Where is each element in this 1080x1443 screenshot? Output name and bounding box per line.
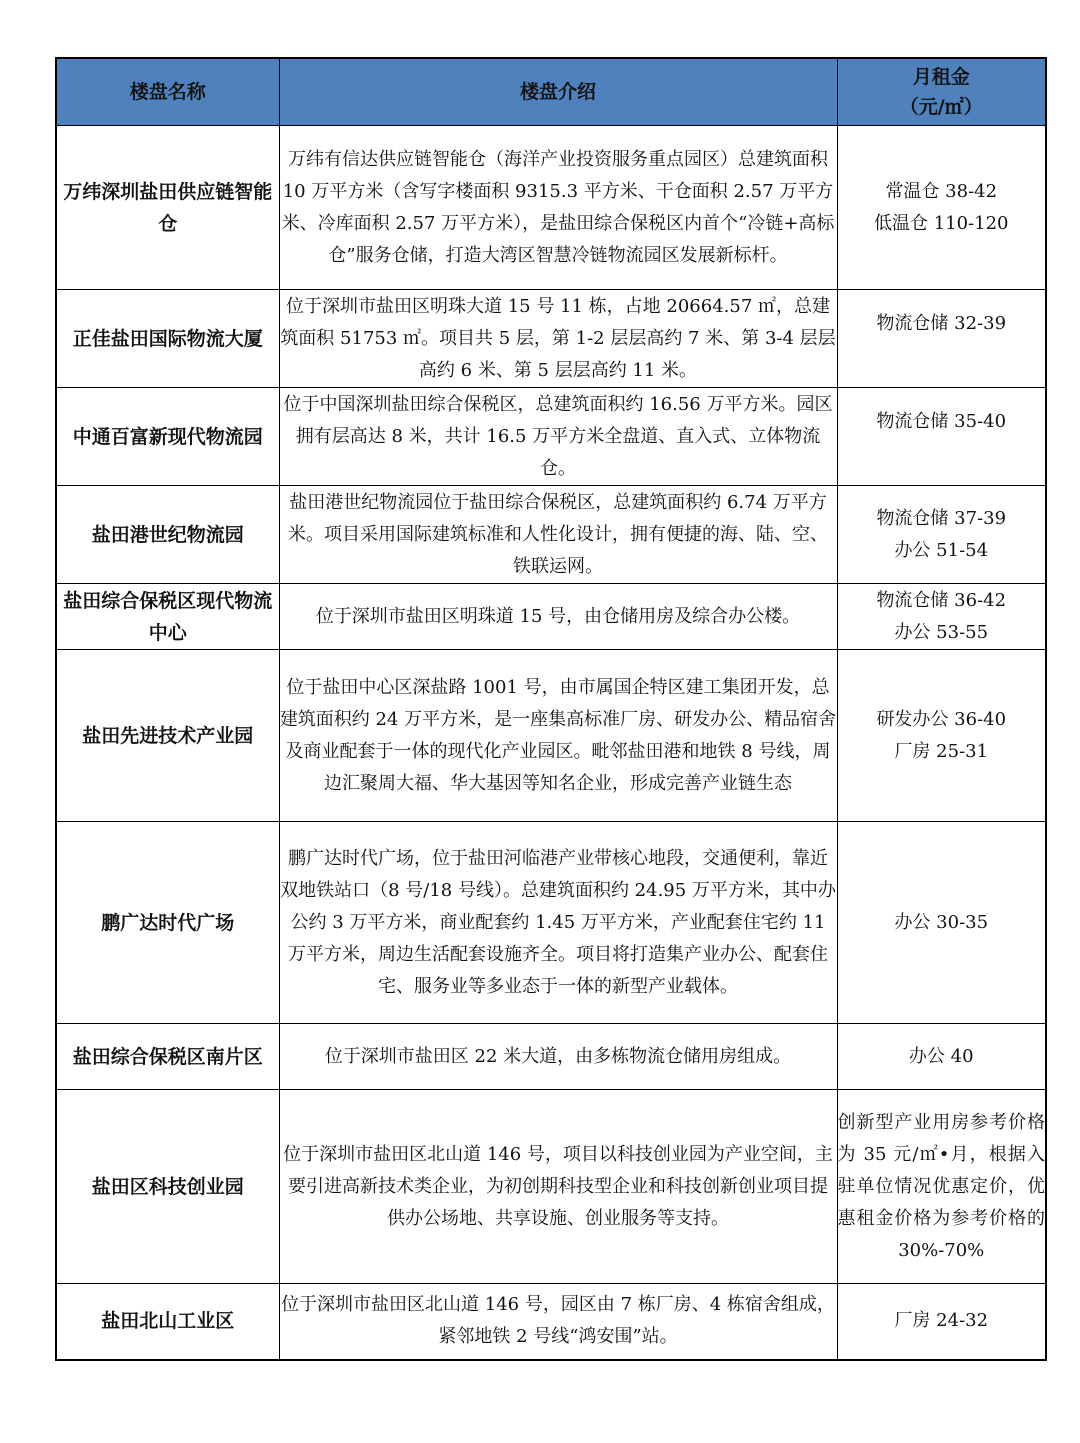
monthly-rent (837, 822, 1046, 1024)
rent-value: 物流仓储 32-39 (876, 313, 1007, 334)
monthly-rent (837, 126, 1046, 290)
monthly-rent (837, 584, 1046, 650)
rent-value: 办公 40 (908, 1045, 974, 1067)
property-name: 盐田综合保税区现代物流中心 (56, 584, 279, 650)
property-intro: 位于盐田中心区深盐路 1001 号，由市属国企特区建工集团开发，总建筑面积约 24 万平方米，是一座集高标准厂房、研发办公、精品宿舍及商业配套于一体的现代化产业园区。毗邻盐田港和地铁 8 号线，周边汇聚周大福、华大基因等知名企业，形成完善产业链生态 (279, 650, 837, 822)
property-intro: 位于中国深圳盐田综合保税区，总建筑面积约 16.56 万平方米。园区拥有层高达 8 米，共计 16.5 万平方米全盘道、直入式、立体物流仓。 (279, 388, 837, 486)
monthly-rent (837, 1024, 1046, 1090)
property-intro: 位于深圳市盐田区 22 米大道，由多栋物流仓储用房组成。 (279, 1024, 837, 1090)
rent-value: 低温仓 110-120 (873, 212, 1009, 234)
monthly-rent (837, 388, 1046, 486)
table-row (56, 584, 1046, 650)
table-row (56, 1284, 1046, 1360)
table-row (56, 822, 1046, 1024)
rent-value: 研发办公 36-40 (876, 708, 1007, 730)
table-row (56, 388, 1046, 486)
rent-value: 办公 53-55 (894, 621, 989, 643)
monthly-rent (837, 1090, 1046, 1284)
table-row (56, 1024, 1046, 1090)
property-name: 盐田区科技创业园 (56, 1090, 279, 1284)
table-row (56, 486, 1046, 584)
property-intro: 盐田港世纪物流园位于盐田综合保税区，总建筑面积约 6.74 万平方米。项目采用国际建筑标准和人性化设计，拥有便捷的海、陆、空、铁联运网。 (279, 486, 837, 584)
rent-value: 创新型产业用房参考价格为 35 元/㎡•月，根据入驻单位情况优惠定价，优惠租金价格为参考价格的 30%-70% (837, 1111, 1045, 1261)
rent-value: 厂房 25-31 (894, 740, 989, 762)
rent-value: 厂房 24-32 (894, 1310, 989, 1332)
property-intro: 万纬有信达供应链智能仓（海洋产业投资服务重点园区）总建筑面积 10 万平方米（含写字楼面积 9315.3 平方米、干仓面积 2.57 万平方米、冷库面积 2.57 万平方米），是盐田综合保税区内首个“冷链+高标仓”服务仓储，打造大湾区智慧冷链物流园区发展新标杆。 (279, 126, 837, 290)
monthly-rent (837, 290, 1046, 388)
monthly-rent (837, 650, 1046, 822)
property-intro: 位于深圳市盐田区明珠道 15 号，由仓储用房及综合办公楼。 (279, 584, 837, 650)
property-name: 盐田综合保税区南片区 (56, 1024, 279, 1090)
header-row (56, 58, 1046, 126)
header-rent (837, 58, 1046, 126)
table-row (56, 290, 1046, 388)
header-intro: 楼盘介绍 (279, 58, 837, 126)
header-name: 楼盘名称 (56, 58, 279, 126)
rent-value: 办公 51-54 (894, 539, 989, 561)
property-name: 盐田先进技术产业园 (56, 650, 279, 822)
rent-value: 物流仓储 35-40 (876, 411, 1007, 432)
property-intro: 位于深圳市盐田区北山道 146 号，园区由 7 栋厂房、4 栋宿舍组成，紧邻地铁 2 号线“鸿安围”站。 (279, 1284, 837, 1360)
property-intro: 位于深圳市盐田区明珠大道 15 号 11 栋，占地 20664.57 ㎡，总建筑面积 51753 ㎡。项目共 5 层，第 1-2 层层高约 7 米、第 3-4 层层高约 6 米、第 5 层层高约 11 米。 (279, 290, 837, 388)
property-intro: 位于深圳市盐田区北山道 146 号，项目以科技创业园为产业空间，主要引进高新技术类企业，为初创期科技型企业和科技创新创业项目提供办公场地、共享设施、创业服务等支持。 (279, 1090, 837, 1284)
property-intro: 鹏广达时代广场，位于盐田河临港产业带核心地段，交通便利，靠近双地铁站口（8 号/18 号线）。总建筑面积约 24.95 万平方米，其中办公约 3 万平方米，商业配套约 1.45 万平方米，产业配套住宅约 11 万平方米，周边生活配套设施齐全。项目将打造集产业办公、配套住宅、服务业等多业态于一体的新型产业载体。 (279, 822, 837, 1024)
property-name: 万纬深圳盐田供应链智能仓 (56, 126, 279, 290)
property-name: 中通百富新现代物流园 (56, 388, 279, 486)
table-row (56, 126, 1046, 290)
table-row (56, 1090, 1046, 1284)
rent-value: 物流仓储 36-42 (876, 589, 1007, 611)
property-name: 正佳盐田国际物流大厦 (56, 290, 279, 388)
header-rent-line1: 月租金 (912, 66, 970, 88)
rent-value: 办公 30-35 (894, 911, 989, 933)
rent-value: 常温仓 38-42 (885, 180, 998, 202)
header-rent-line2: （元/㎡） (899, 96, 983, 118)
rent-value: 物流仓储 37-39 (876, 507, 1007, 529)
property-name: 鹏广达时代广场 (56, 822, 279, 1024)
monthly-rent (837, 1284, 1046, 1360)
monthly-rent (837, 486, 1046, 584)
table-row (56, 650, 1046, 822)
rent-table-container (55, 57, 1045, 1361)
rent-table (55, 57, 1047, 1361)
property-name: 盐田港世纪物流园 (56, 486, 279, 584)
property-name: 盐田北山工业区 (56, 1284, 279, 1360)
